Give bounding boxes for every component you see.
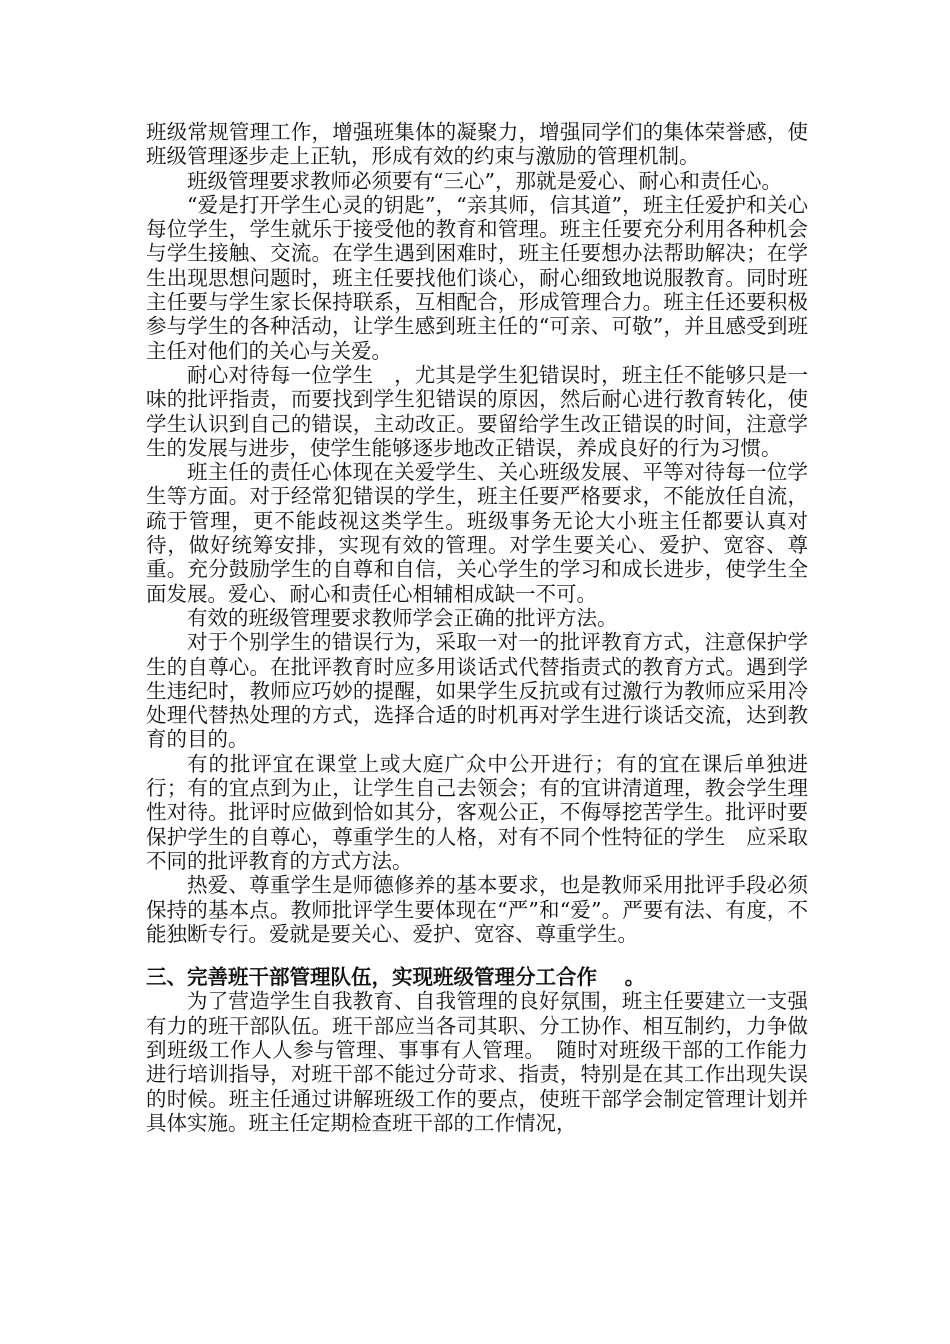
- paragraph-5: 班主任的责任心体现在关爱学生、关心班级发展、平等对待每一位学生等方面。对于经常犯错误的学生，班主任要严格要求，不能放任自流，疏于管理，更不能歧视这类学生。班级事务无论大小班主任都要认真对待，做好统筹安排，实现有效的管理。对学生要关心、爱护、宽容、尊重。充分鼓励学生的自尊和自信，关心学生的学习和成长进步，使学生全面发展。爱心、耐心和责任心相辅相成缺一不可。: [146, 460, 808, 606]
- paragraph-8: 有的批评宜在课堂上或大庭广众中公开进行；有的宜在课后单独进行；有的宜点到为止，让学生自己去领会；有的宜讲清道理，教会学生理性对待。批评时应做到恰如其分，客观公正，不侮辱挖苦学生。批评时要保护学生的自尊心，尊重学生的人格，对有不同个性特征的学生 应采取不同的批评教育的方式方法。: [146, 751, 808, 873]
- paragraph-3: “爱是打开学生心灵的钥匙”，“亲其师，信其道”，班主任爱护和关心每位学生，学生就乐于接受他的教育和管理。班主任要充分利用各种机会与学生接触、交流。在学生遇到困难时，班主任要想办法帮助解决；在学生出现思想问题时，班主任要找他们谈心，耐心细致地说服教育。同时班主任要与学生家长保持联系，互相配合，形成管理合力。班主任还要积极参与学生的各种活动，让学生感到班主任的“可亲、可敬”，并且感受到班主任对他们的关心与关爱。: [146, 192, 808, 363]
- paragraph-6: 有效的班级管理要求教师学会正确的批评方法。: [187, 605, 618, 630]
- paragraph-9: 热爱、尊重学生是师德修养的基本要求，也是教师采用批评手段必须保持的基本点。教师批评学生要体现在“严”和“爱”。严要有法、有度，不能独断专行。爱就是要关心、爱护、宽容、尊重学生。: [146, 873, 808, 946]
- document-page: [146, 120, 808, 1135]
- paragraph-2: 班级管理要求教师必须要有“三心”，那就是爱心、耐心和责任心。: [187, 168, 782, 193]
- paragraph-10: 为了营造学生自我教育、自我管理的良好氛围，班主任要建立一支强有力的班干部队伍。班干部应当各司其职、分工协作、相互制约，力争做到班级工作人人参与管理、事事有人管理。 随时对班级干部的工作能力进行培训指导，对班干部不能过分苛求、指责，特别是在其工作出现失误的时候。班主任通过讲解班级工作的要点，使班干部学会制定管理计划并具体实施。班主任定期检查班干部的工作情况，: [146, 989, 808, 1135]
- paragraph-1: 班级常规管理工作，增强班集体的凝聚力，增强同学们的集体荣誉感，使班级管理逐步走上正轨，形成有效的约束与激励的管理机制。: [146, 120, 808, 169]
- paragraph-4: 耐心对待每一位学生 ，尤其是学生犯错误时，班主任不能够只是一味的批评指责，而要找到学生犯错误的原因，然后耐心进行教育转化，使学生认识到自己的错误，主动改正。要留给学生改正错误的时间，注意学生的发展与进步，使学生能够逐步地改正错误，养成良好的行为习惯。: [146, 362, 808, 460]
- paragraph-7: 对于个别学生的错误行为，采取一对一的批评教育方式，注意保护学生的自尊心。在批评教育时应多用谈话式代替指责式的教育方式。遇到学生违纪时，教师应巧妙的提醒，如果学生反抗或有过激行为教师应采用冷处理代替热处理的方式，选择合适的时机再对学生进行谈话交流，达到教育的目的。: [146, 630, 808, 752]
- section-heading: 三、完善班干部管理队伍，实现班级管理分工合作 。: [146, 965, 646, 990]
